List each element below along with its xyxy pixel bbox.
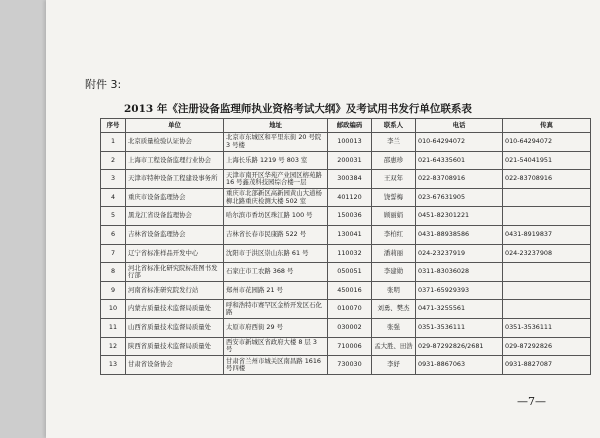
table-cell: 021-54041951 [503, 151, 591, 170]
table-cell: 刘勇、樊杰 [372, 300, 416, 319]
column-header: 地址 [224, 119, 328, 133]
table-cell: 710006 [328, 337, 372, 356]
table-cell: 张强 [372, 318, 416, 337]
table-cell: 沈阳市于洪区崇山东路 61 号 [224, 244, 328, 263]
table-cell: 7 [101, 244, 126, 263]
page-number: —7— [517, 395, 546, 408]
table-cell: 030002 [328, 318, 372, 337]
table-cell: 0931-8827087 [503, 356, 591, 375]
table-cell: 401120 [328, 188, 372, 207]
table-cell: 太原市府西街 29 号 [224, 318, 328, 337]
table-cell: 山西省质量技术监督局质量处 [126, 318, 224, 337]
table-cell: 西安市新城区省政府大楼 8 层 3 号 [224, 337, 328, 356]
table-cell [503, 207, 591, 226]
table-cell: 甘肃省兰州市城关区南昌路 1616 号四楼 [224, 356, 328, 375]
table-cell: 730030 [328, 356, 372, 375]
table-cell: 河南省标准研究院发行站 [126, 281, 224, 300]
table-cell: 哈尔滨市香坊区珠江路 100 号 [224, 207, 328, 226]
table-row [101, 318, 591, 337]
table-cell: 2 [101, 151, 126, 170]
table-row [101, 356, 591, 375]
table-cell: 甘肃省设备协会 [126, 356, 224, 375]
table-cell: 黑龙江省设备监理协会 [126, 207, 224, 226]
table-cell: 0431-88938586 [416, 225, 503, 244]
table-cell: 0931-8867063 [416, 356, 503, 375]
table-cell: 100013 [328, 133, 372, 152]
table-cell: 呼和浩特市赛罕区金桥开发区石化路 [224, 300, 328, 319]
table-cell: 010-64294072 [416, 133, 503, 152]
table-cell: 重庆市设备监理协会 [126, 188, 224, 207]
table-row [101, 207, 591, 226]
table-cell: 北京质量检验认证协会 [126, 133, 224, 152]
table-cell: 022-83708916 [503, 170, 591, 189]
table-row [101, 300, 591, 319]
table-cell [503, 263, 591, 282]
column-header: 联系人 [372, 119, 416, 133]
table-cell: 王双年 [372, 170, 416, 189]
table-cell: 0351-3536111 [416, 318, 503, 337]
table-cell: 023-67631905 [416, 188, 503, 207]
table-cell: 李兰 [372, 133, 416, 152]
table-cell: 吉林省长春市民康路 522 号 [224, 225, 328, 244]
table-body [101, 133, 591, 375]
table-cell: 饶誓梅 [372, 188, 416, 207]
table-cell: 6 [101, 225, 126, 244]
table-cell [503, 300, 591, 319]
table-cell: 024-23237919 [416, 244, 503, 263]
table-cell: 重庆市北部新区高新园黄山大道杨柳北路重庆检测大楼 502 室 [224, 188, 328, 207]
table-cell: 天津市南开区华苑产业园区榕苑路 16 号鑫茂科技园综合楼一层 [224, 170, 328, 189]
table-cell: 上海市工程设备监理行业协会 [126, 151, 224, 170]
table-cell: 024-23237908 [503, 244, 591, 263]
table-cell: 200031 [328, 151, 372, 170]
attachment-label: 附件 3: [85, 78, 122, 91]
table-cell [503, 281, 591, 300]
table-cell: 029-87292826 [503, 337, 591, 356]
table-header-row [101, 119, 591, 133]
table-cell: 022-83708916 [416, 170, 503, 189]
table-cell: 内蒙古质量技术监督局质量处 [126, 300, 224, 319]
table-cell: 邵惠珍 [372, 151, 416, 170]
table-row [101, 133, 591, 152]
table-cell: 0471-3255561 [416, 300, 503, 319]
table-row [101, 337, 591, 356]
table-cell: 潘莉丽 [372, 244, 416, 263]
table-cell [503, 188, 591, 207]
table-cell: 李柏红 [372, 225, 416, 244]
column-header: 邮政编码 [328, 119, 372, 133]
table-cell: 11 [101, 318, 126, 337]
table-cell: 北京市东城区和平里东街 20 号院 3 号楼 [224, 133, 328, 152]
table-cell: 郑州市花园路 21 号 [224, 281, 328, 300]
table-cell: 050051 [328, 263, 372, 282]
table-row [101, 170, 591, 189]
table-cell: 0451-82301221 [416, 207, 503, 226]
table-row [101, 281, 591, 300]
table-cell: 8 [101, 263, 126, 282]
column-header: 传真 [503, 119, 591, 133]
table-cell: 010-64294072 [503, 133, 591, 152]
table-cell: 上海长乐路 1219 号 803 室 [224, 151, 328, 170]
table-row [101, 225, 591, 244]
table-cell: 0311-83036028 [416, 263, 503, 282]
table-cell: 4 [101, 188, 126, 207]
table-cell: 天津市特种设备工程建设事务所 [126, 170, 224, 189]
table-cell: 300384 [328, 170, 372, 189]
table-cell: 029-87292826/2681 [416, 337, 503, 356]
table-cell: 5 [101, 207, 126, 226]
table-row [101, 244, 591, 263]
table-row [101, 151, 591, 170]
contact-table [100, 118, 591, 375]
table-cell: 0351-3536111 [503, 318, 591, 337]
table-cell: 吉林省设备监理协会 [126, 225, 224, 244]
table-cell: 河北省标准化研究院标准图书发行部 [126, 263, 224, 282]
table-cell: 13 [101, 356, 126, 375]
table-cell: 0431-8919837 [503, 225, 591, 244]
table-cell: 李建勋 [372, 263, 416, 282]
table-cell: 021-64335601 [416, 151, 503, 170]
table-row [101, 263, 591, 282]
table-cell: 辽宁省标准样品开发中心 [126, 244, 224, 263]
table-cell: 顾丽娟 [372, 207, 416, 226]
table-cell: 010070 [328, 300, 372, 319]
table-row [101, 188, 591, 207]
table-cell: 150036 [328, 207, 372, 226]
table-cell: 1 [101, 133, 126, 152]
table-cell: 陕西省质量技术监督局质量处 [126, 337, 224, 356]
table-cell: 12 [101, 337, 126, 356]
table-cell: 张明 [372, 281, 416, 300]
column-header: 电话 [416, 119, 503, 133]
table-cell: 孟大胜、田浩 [372, 337, 416, 356]
table-cell: 李妤 [372, 356, 416, 375]
table-cell: 450016 [328, 281, 372, 300]
table-cell: 10 [101, 300, 126, 319]
table-cell: 130041 [328, 225, 372, 244]
column-header: 序号 [101, 119, 126, 133]
table-cell: 9 [101, 281, 126, 300]
table-cell: 0371-65929393 [416, 281, 503, 300]
column-header: 单位 [126, 119, 224, 133]
table-cell: 石家庄市工农路 368 号 [224, 263, 328, 282]
table-title: 2013 年《注册设备监理师执业资格考试大纲》及考试用书发行单位联系表 [124, 103, 472, 115]
table-cell: 110032 [328, 244, 372, 263]
table-cell: 3 [101, 170, 126, 189]
